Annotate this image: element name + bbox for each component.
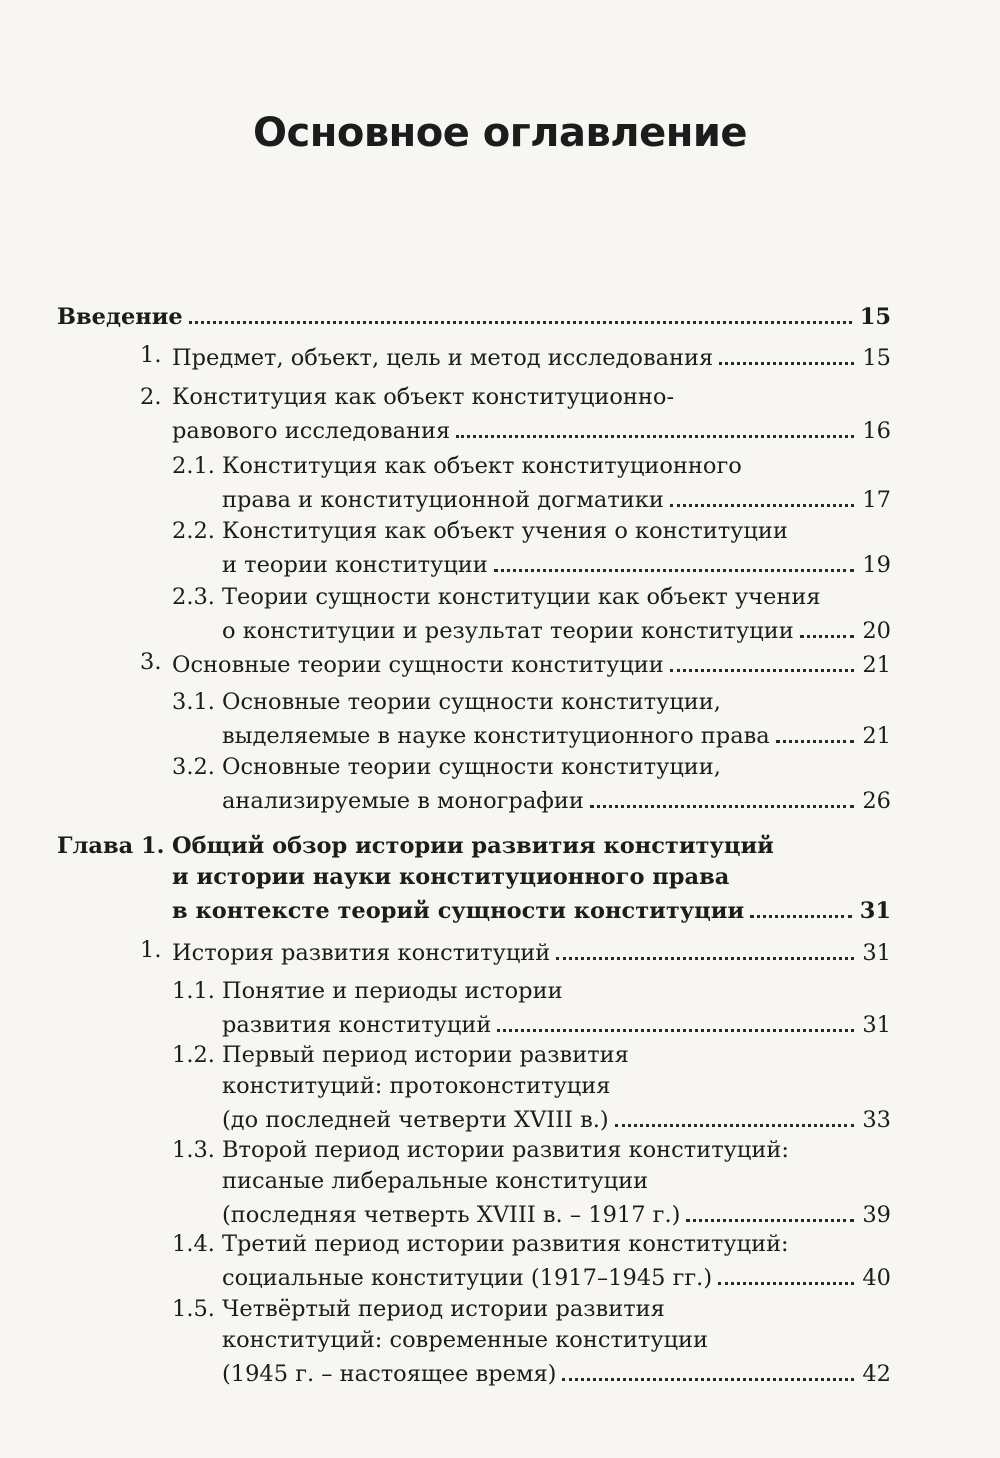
toc-entry-page-number: 19	[862, 552, 891, 578]
toc-entry-last-line	[222, 1102, 891, 1133]
toc-entry-last-line	[222, 1007, 891, 1038]
toc-entry-text-line: Теории сущности конституции как объект учения	[222, 584, 821, 610]
toc-entry-number: 3.2.	[172, 754, 215, 780]
toc-entry-last-line	[172, 647, 891, 678]
toc-entry-page-number: 21	[862, 723, 891, 749]
toc-entry-number: 1.3.	[172, 1137, 215, 1163]
dot-leader	[776, 718, 855, 743]
toc-entry-text-line: о конституции и результат теории конституции	[222, 618, 794, 644]
toc-entry-last-line	[172, 413, 891, 444]
toc-entry-text-line: Конституция как объект конституционного	[222, 453, 742, 479]
toc-entry-number: 1.	[140, 342, 162, 368]
toc-entry-page-number: 16	[862, 418, 891, 444]
toc-entry-text-line: выделяемые в науке конституционного права	[222, 723, 770, 749]
toc-entry-page-number: 15	[859, 304, 891, 330]
page-title: Основное оглавление	[252, 110, 747, 156]
toc-entry-page-number: 26	[862, 788, 891, 814]
toc-entry[interactable]	[0, 1040, 1000, 1133]
toc-entry-last-line	[172, 340, 891, 371]
toc-entry-number: 2.3.	[172, 584, 215, 610]
dot-leader	[497, 1007, 854, 1032]
toc-entry-text-line: Введение	[57, 304, 183, 330]
toc-entry-text-line: равового исследования	[172, 418, 451, 444]
toc-entry-last-line	[222, 783, 891, 814]
toc-entry[interactable]	[0, 976, 1000, 1038]
toc-entry-page-number: 20	[862, 618, 891, 644]
toc-entry[interactable]	[0, 516, 1000, 578]
toc-entry-text-line: в контексте теорий сущности конституции	[172, 898, 745, 924]
dot-leader	[718, 1260, 854, 1285]
toc-entry-last-line	[172, 935, 891, 966]
toc-entry-last-line	[222, 718, 891, 749]
toc-entry-text-line: Четвёртый период истории развития	[222, 1296, 665, 1322]
toc-entry-text-line: Первый период истории развития	[222, 1042, 629, 1068]
toc-entry-page-number: 40	[862, 1265, 891, 1291]
toc-entry-last-line	[222, 1197, 891, 1228]
toc-entry-text-line: Конституция как объект учения о конституции	[222, 518, 788, 544]
toc-entry-page-number: 39	[862, 1202, 891, 1228]
dot-leader	[670, 647, 855, 672]
toc-entry[interactable]	[0, 1294, 1000, 1387]
toc-entry-text-line: Второй период истории развития конституций:	[222, 1137, 789, 1163]
toc-entry-last-line	[57, 299, 891, 330]
dot-leader	[456, 413, 854, 438]
toc-entry-page-number: 21	[862, 652, 891, 678]
toc-entry-text-line: Предмет, объект, цель и метод исследования	[172, 345, 714, 371]
toc-entry[interactable]	[0, 382, 1000, 444]
toc-entry-text-line: и истории науки конституционного права	[172, 864, 730, 890]
toc-entry-number: 1.4.	[172, 1231, 215, 1257]
dot-leader	[615, 1102, 855, 1127]
dot-leader	[562, 1356, 854, 1381]
toc-entry[interactable]	[0, 687, 1000, 749]
dot-leader	[494, 547, 855, 572]
toc-entry-number: 1.2.	[172, 1042, 215, 1068]
dot-leader	[686, 1197, 854, 1222]
toc-entry[interactable]	[0, 582, 1000, 644]
toc-entry[interactable]	[0, 451, 1000, 513]
toc-entry-last-line	[222, 613, 891, 644]
toc-entry-text-line: (до последней четверти XVIII в.)	[222, 1107, 609, 1133]
toc-entry-text-line: Основные теории сущности конституции,	[222, 689, 721, 715]
toc-entry-page-number: 15	[862, 345, 891, 371]
toc-entry-number: 1.1.	[172, 978, 215, 1004]
toc-entry-text-line: социальные конституции (1917–1945 гг.)	[222, 1265, 713, 1291]
toc-entry-number: 3.	[140, 649, 162, 675]
toc-entry-text-line: конституций: протоконституция	[222, 1073, 611, 1099]
toc-entry[interactable]	[0, 1135, 1000, 1228]
toc-entry-text-line: развития конституций	[222, 1012, 492, 1038]
toc-entry[interactable]	[0, 299, 1000, 330]
toc-entry-number: 3.1.	[172, 689, 215, 715]
dot-leader	[670, 482, 855, 507]
toc-entry-text-line: История развития конституций	[172, 940, 551, 966]
toc-entry-number: 1.5.	[172, 1296, 215, 1322]
toc-entry-last-line	[222, 547, 891, 578]
toc-entry-text-line: (последняя четверть XVIII в. – 1917 г.)	[222, 1202, 681, 1228]
toc-entry-number: 1.	[140, 937, 162, 963]
toc-entry-text-line: Основные теории сущности конституции,	[222, 754, 721, 780]
toc-entry-text-line: и теории конституции	[222, 552, 488, 578]
toc-entry-number: Глава 1.	[57, 833, 165, 859]
toc-entry-text-line: Третий период истории развития конституций:	[222, 1231, 789, 1257]
toc-entry[interactable]	[0, 647, 1000, 678]
toc-entry-text-line: Основные теории сущности конституции	[172, 652, 664, 678]
toc-entry-page-number: 33	[862, 1107, 891, 1133]
toc-entry-page-number: 31	[862, 1012, 891, 1038]
toc-entry-text-line: Общий обзор истории развития конституций	[172, 833, 774, 859]
toc-entry[interactable]	[0, 935, 1000, 966]
toc-entry-page-number: 42	[862, 1361, 891, 1387]
toc-entry-page-number: 17	[862, 487, 891, 513]
dot-leader	[750, 893, 852, 918]
toc-entry-text-line: Понятие и периоды истории	[222, 978, 563, 1004]
toc-entry[interactable]	[0, 831, 1000, 924]
dot-leader	[800, 613, 855, 638]
dot-leader	[590, 783, 855, 808]
toc-entry-text-line: анализируемые в монографии	[222, 788, 584, 814]
toc-entry[interactable]	[0, 1229, 1000, 1291]
toc-entry-number: 2.	[140, 384, 162, 410]
toc-entry-number: 2.1.	[172, 453, 215, 479]
toc-entry-text-line: писаные либеральные конституции	[222, 1168, 649, 1194]
toc-entry-last-line	[222, 482, 891, 513]
toc-entry[interactable]	[0, 340, 1000, 371]
toc-entry[interactable]	[0, 752, 1000, 814]
toc-entry-page-number: 31	[862, 940, 891, 966]
toc-entry-text-line: права и конституционной догматики	[222, 487, 664, 513]
dot-leader	[719, 340, 854, 365]
toc-entry-page-number: 31	[859, 898, 891, 924]
toc-entry-last-line	[222, 1260, 891, 1291]
toc-entry-text-line: конституций: современные конституции	[222, 1327, 709, 1353]
toc-entry-last-line	[222, 1356, 891, 1387]
toc-entry-text-line: (1945 г. – настоящее время)	[222, 1361, 557, 1387]
toc-entry-number: 2.2.	[172, 518, 215, 544]
dot-leader	[189, 299, 852, 324]
dot-leader	[556, 935, 854, 960]
toc-entry-last-line	[172, 893, 891, 924]
toc-entry-text-line: Конституция как объект конституционно-	[172, 384, 675, 410]
